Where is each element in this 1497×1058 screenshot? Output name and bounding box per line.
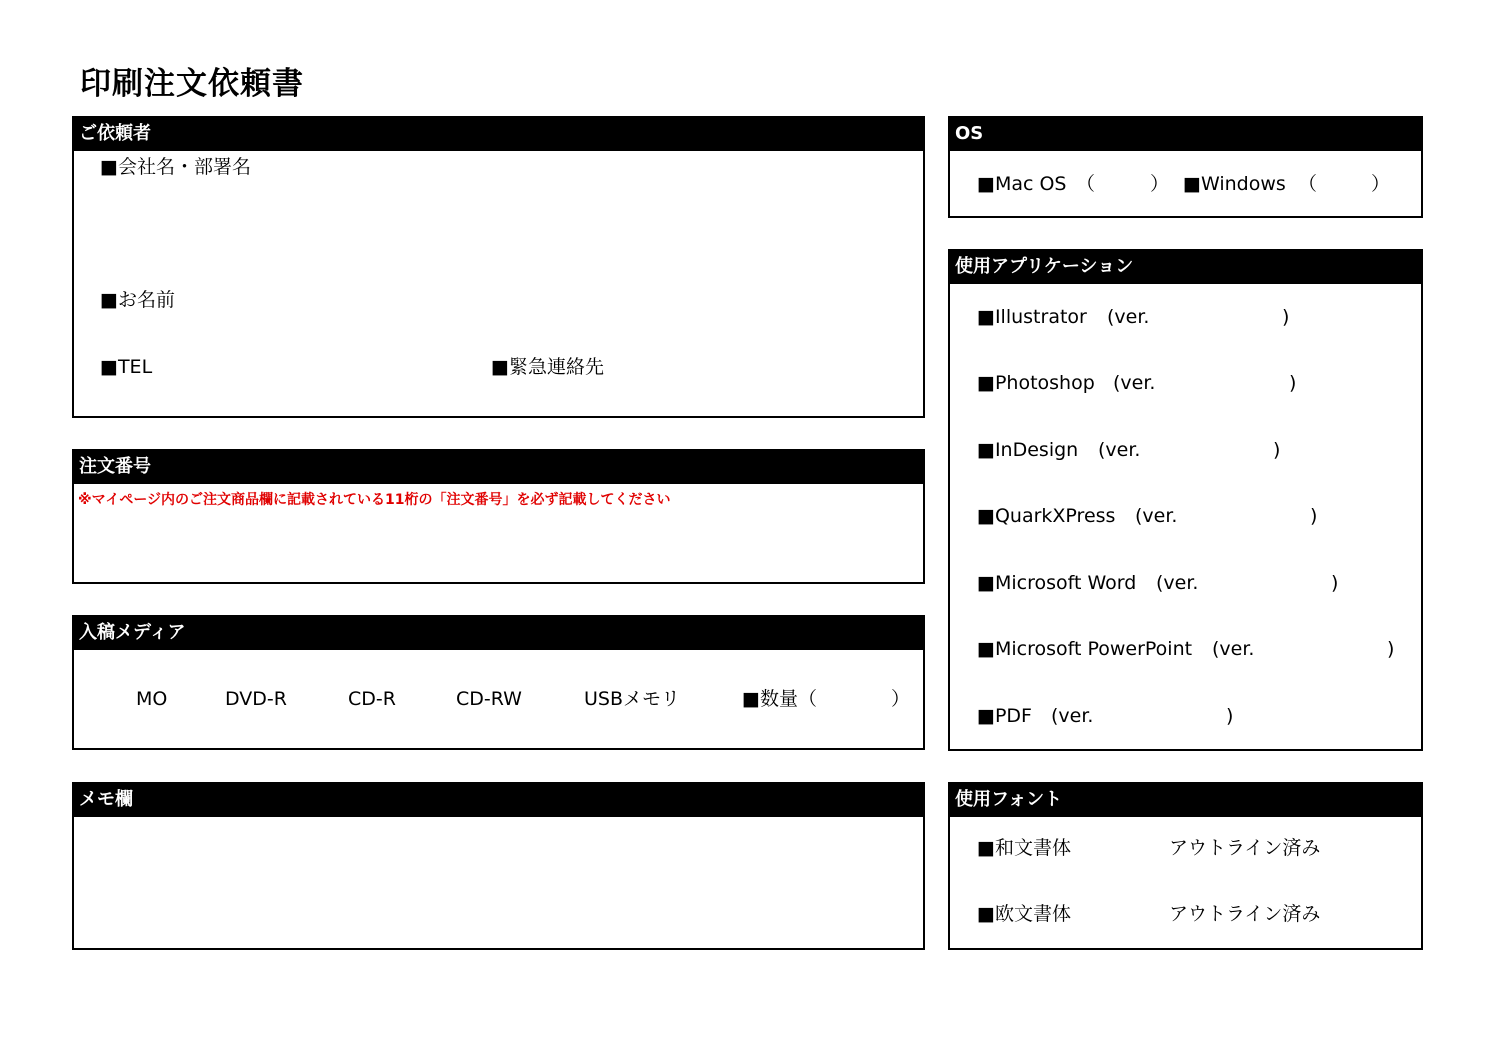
os-section — [948, 116, 1423, 218]
os-mac-close: ） — [1150, 173, 1170, 195]
requester-header: ご依頼者 — [74, 118, 923, 151]
font-western-label: ■欧文書体 — [977, 903, 1071, 925]
app-quarkxpress: ■QuarkXPress — [977, 505, 1116, 527]
name-label: ■お名前 — [100, 289, 175, 311]
app-pdf: ■PDF — [977, 705, 1032, 727]
memo-header: メモ欄 — [74, 784, 923, 817]
app-indesign: ■InDesign — [977, 439, 1079, 461]
page-title: 印刷注文依頼書 — [80, 66, 304, 102]
media-item-dvd-r: DVD-R — [225, 688, 287, 710]
app-pdf-ver: (ver. — [1051, 705, 1094, 727]
applications-section — [948, 249, 1423, 751]
os-windows-close: ） — [1371, 173, 1391, 195]
media-item-mo: MO — [136, 688, 168, 710]
company-label: ■会社名・部署名 — [100, 156, 251, 178]
app-illustrator-close: ) — [1282, 306, 1290, 328]
os-mac-label: ■Mac OS — [977, 173, 1067, 195]
fonts-header: 使用フォント — [950, 784, 1421, 817]
media-item-cd-rw: CD-RW — [456, 688, 522, 710]
font-japanese-label: ■和文書体 — [977, 837, 1071, 859]
app-quarkxpress-ver: (ver. — [1135, 505, 1178, 527]
media-header: 入稿メディア — [74, 617, 923, 650]
app-indesign-close: ) — [1273, 439, 1281, 461]
quantity-label: ■数量（ — [742, 688, 817, 710]
font-japanese-status: アウトライン済み — [1169, 837, 1321, 859]
app-word-close: ) — [1331, 572, 1339, 594]
app-illustrator: ■Illustrator — [977, 306, 1087, 328]
order-number-section — [72, 449, 925, 584]
quantity-close: ） — [891, 688, 911, 710]
media-item-cd-r: CD-R — [348, 688, 396, 710]
app-photoshop-close: ) — [1289, 372, 1297, 394]
tel-label: ■TEL — [100, 356, 153, 378]
memo-section — [72, 782, 925, 950]
app-illustrator-ver: (ver. — [1107, 306, 1150, 328]
fonts-section — [948, 782, 1423, 950]
app-photoshop: ■Photoshop — [977, 372, 1095, 394]
requester-section — [72, 116, 925, 418]
os-header: OS — [950, 118, 1421, 151]
order-number-header: 注文番号 — [74, 451, 923, 484]
app-word-ver: (ver. — [1156, 572, 1199, 594]
os-windows-label: ■Windows — [1183, 173, 1286, 195]
os-windows-open: （ — [1298, 173, 1318, 195]
emergency-contact-label: ■緊急連絡先 — [491, 356, 604, 378]
app-indesign-ver: (ver. — [1098, 439, 1141, 461]
applications-header: 使用アプリケーション — [950, 251, 1421, 284]
media-section — [72, 615, 925, 750]
app-pdf-close: ) — [1226, 705, 1234, 727]
app-quarkxpress-close: ) — [1310, 505, 1318, 527]
app-word: ■Microsoft Word — [977, 572, 1137, 594]
app-photoshop-ver: (ver. — [1113, 372, 1156, 394]
order-number-note: ※マイページ内のご注文商品欄に記載されている11桁の「注文番号」を必ず記載してください — [78, 492, 671, 508]
app-powerpoint: ■Microsoft PowerPoint — [977, 638, 1193, 660]
app-powerpoint-ver: (ver. — [1212, 638, 1255, 660]
app-powerpoint-close: ) — [1387, 638, 1395, 660]
font-western-status: アウトライン済み — [1169, 903, 1321, 925]
media-item-usb: USBメモリ — [584, 688, 681, 710]
os-mac-open: （ — [1076, 173, 1096, 195]
